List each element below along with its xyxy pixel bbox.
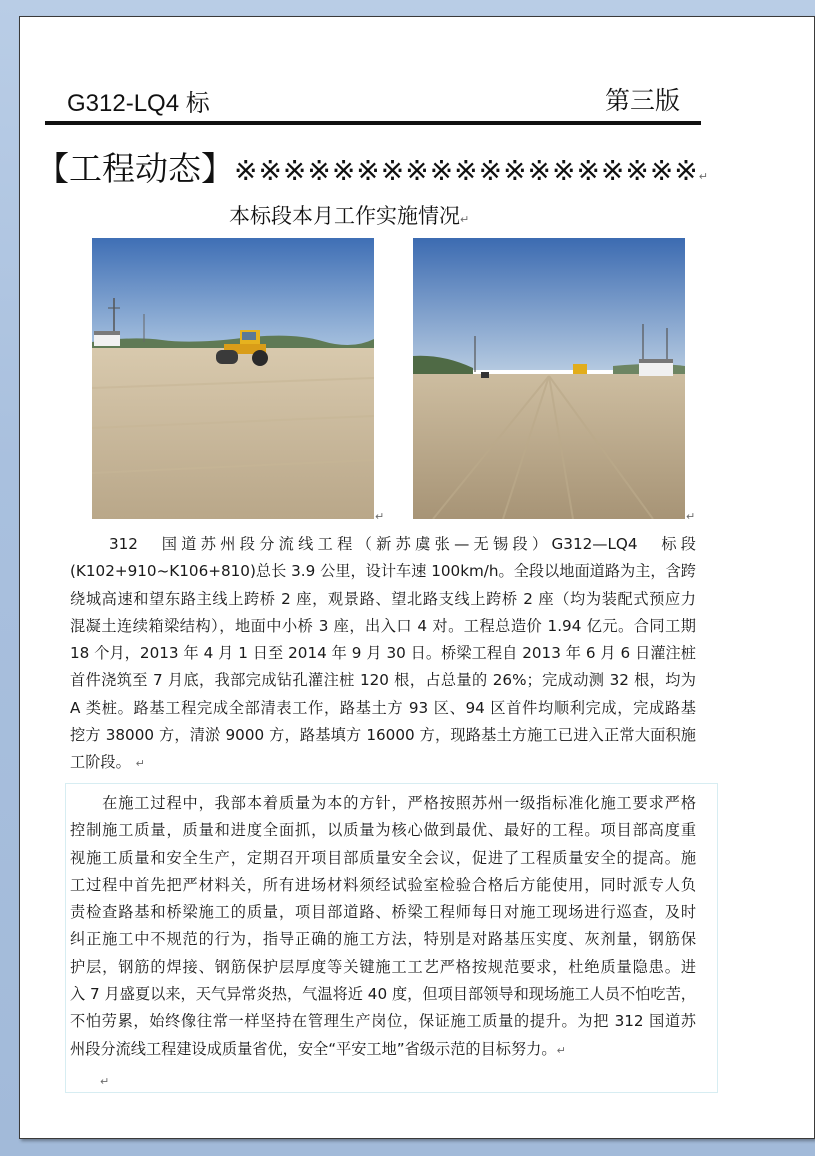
paragraph-line: 首件浇筑至 7 月底，我部完成钻孔灌注桩 120 根，占总量的 26%；完成动测 32 根，均为 [70, 671, 696, 690]
header-section-label: G312-LQ4 标 [67, 90, 210, 117]
paragraph-line: 18 个月，2013 年 4 月 1 日至 2014 年 9 月 30 日。桥梁工程自 2013 年 6 月 6 日灌注桩 [70, 644, 696, 663]
paragraph-line: 视施工质量和安全生产，定期召开项目部质量安全会议，促进了工程质量安全的提高。施 [70, 848, 696, 867]
paragraph-line: 不怕劳累，始终像往常一样坚持在管理生产岗位，保证施工质量的提升。为把 312 国道苏 [70, 1012, 696, 1031]
paragraph-line: 责检查路基和桥梁施工的质量，项目部道路、桥梁工程师每日对施工现场进行巡查，及时 [70, 903, 696, 922]
article-subtitle [229, 200, 469, 230]
paragraph-line: 312 国道苏州段分流线工程（新苏虞张—无锡段）G312—LQ4 标段 [70, 535, 696, 553]
quality-paragraph [70, 790, 696, 1064]
paragraph-line: 绕城高速和望东路主线上跨桥 2 座，观景路、望北路支线上跨桥 2 座（均为装配式预应力 [70, 589, 696, 608]
paragraph-line: A 类桩。路基工程完成全部清表工作，路基土方 93 区、94 区首件均顺利完成，完成路基 [70, 698, 696, 717]
project-overview-paragraph [70, 531, 696, 778]
paragraph-line: 控制施工质量，质量和进度全面抓，以质量为核心做到最优、最好的工程。项目部高度重 [70, 821, 696, 840]
section-heading [36, 143, 708, 190]
paragraph-line: 混凝土连续箱梁结构），地面中小桥 3 座，出入口 4 对。工程总造价 1.94 亿元。合同工期 [70, 616, 696, 635]
paragraph-line: 在施工过程中，我部本着质量为本的方针，严格按照苏州一级指标准化施工要求严格 [70, 794, 696, 812]
paragraph-line: 入 7 月盛夏以来，天气异常炎热，气温将近 40 度，但项目部领导和现场施工人员不怕吃苦， [70, 985, 696, 1004]
header-rule [45, 121, 701, 125]
paragraph-line: 纠正施工中不规范的行为，指导正确的施工方法，特别是对路基压实度、灰剂量，钢筋保 [70, 930, 696, 949]
section-heading-title: 【工程动态】 [36, 149, 234, 188]
header-edition-label: 第三版 [605, 86, 681, 115]
paragraph-line-text: 州段分流线工程建设成质量省优，安全“平安工地”省级示范的目标努力。 [70, 1039, 557, 1058]
paragraph-mark-icon: ↵ [686, 510, 696, 523]
paragraph-line: 护层，钢筋的焊接、钢筋保护层厚度等关键施工工艺严格按规范要求，杜绝质量隐患。进 [70, 957, 696, 976]
paragraph-line: 工过程中首先把严材料关，所有进场材料须经试验室检验合格后方能使用，同时派专人负 [70, 875, 696, 894]
paragraph-line: 挖方 38000 方，清淤 9000 方，路基填方 16000 方，现路基土方施工已进入正常大面积施 [70, 726, 696, 745]
roadbed-photo [413, 238, 685, 519]
paragraph-mark-icon: ↵ [375, 510, 385, 523]
paragraph-line-text: 工阶段。 [70, 753, 131, 772]
section-heading-marks: ※※※※※※※※※※※※※※※※※※※ [234, 154, 699, 187]
paragraph-mark-icon: ↵ [460, 213, 470, 226]
paragraph-mark-icon: ↵ [556, 1043, 566, 1057]
paragraph-mark-icon: ↵ [135, 757, 145, 771]
paragraph-line: (K102+910~K106+810)总长 3.9 公里，设计车速 100km/h。全段以地面道路为主，含跨 [70, 562, 696, 581]
article-subtitle-text: 本标段本月工作实施情况 [229, 204, 460, 228]
road-roller-photo [92, 238, 374, 519]
paragraph-line [70, 749, 696, 777]
paragraph-line [70, 1036, 696, 1064]
paragraph-mark-icon: ↵ [698, 170, 708, 183]
paragraph-mark-icon: ↵ [100, 1075, 110, 1088]
